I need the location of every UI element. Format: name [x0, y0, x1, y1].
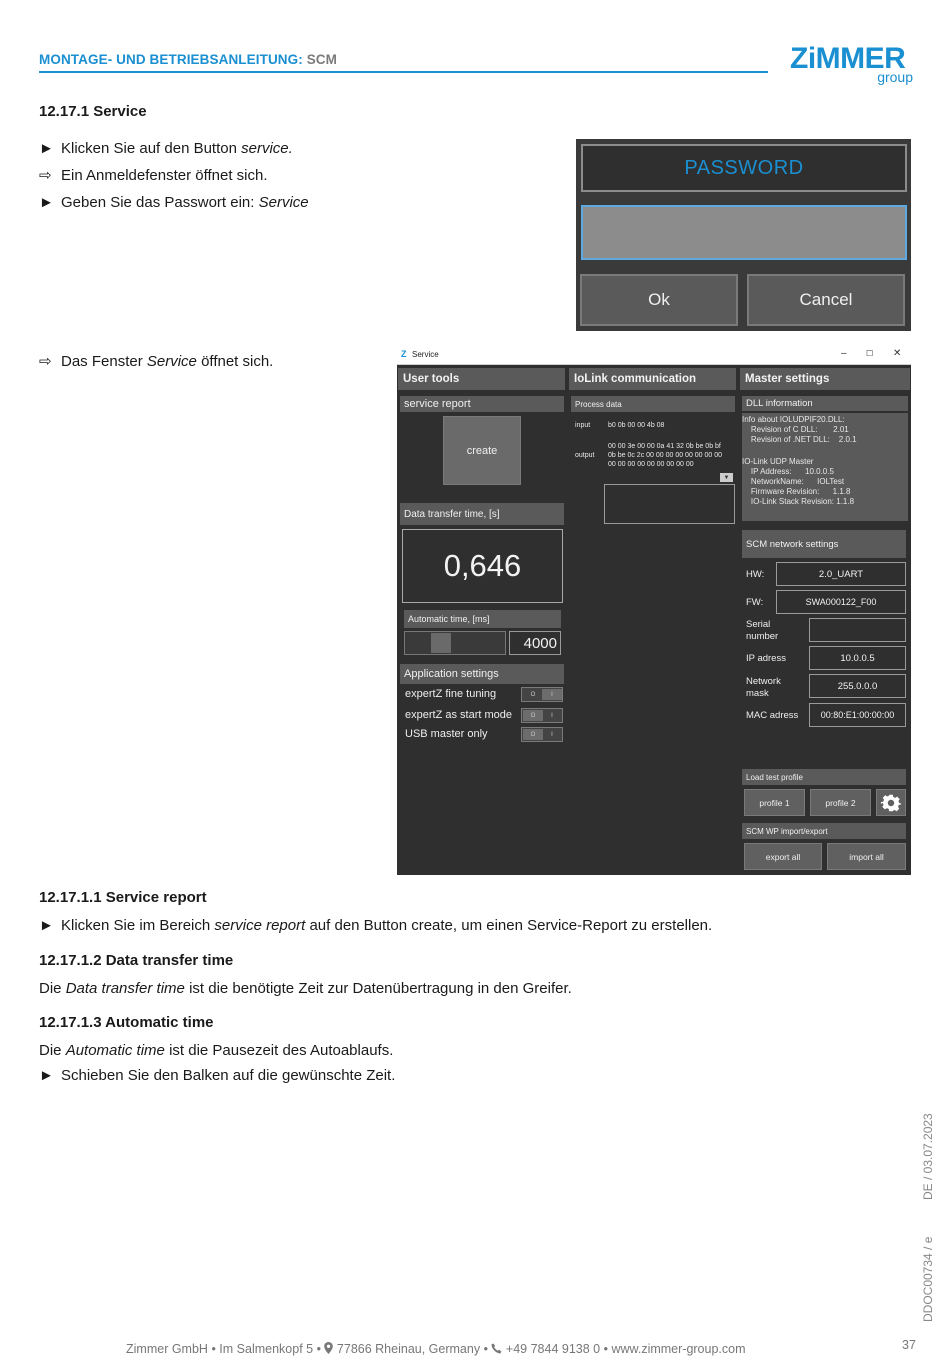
- dll-information-header: DLL information: [742, 396, 908, 411]
- phone-icon: [491, 1343, 502, 1354]
- window-title: Service: [412, 350, 439, 359]
- fw-label: FW:: [746, 597, 764, 608]
- dll-line: Revision of C DLL: 2.01: [742, 425, 849, 434]
- input-label: input: [575, 422, 591, 429]
- cancel-button[interactable]: Cancel: [747, 274, 905, 326]
- dll-line: Revision of .NET DLL: 2.0.1: [742, 435, 857, 444]
- mac-label: MAC adress: [746, 710, 799, 721]
- logo-group: group: [877, 69, 913, 85]
- bullet: •: [483, 1342, 492, 1356]
- profile-2-button[interactable]: profile 2: [810, 789, 871, 816]
- instruction-step: ► Geben Sie das Passwort ein: Service: [39, 194, 309, 211]
- bullet: •: [316, 1342, 325, 1356]
- paragraph: Die Data transfer time ist die benötigte Zeit zur Datenübertragung in den Greifer.: [39, 980, 572, 997]
- import-all-button[interactable]: import all: [827, 843, 906, 870]
- service-window: [397, 346, 911, 875]
- load-test-profile-header: Load test profile: [742, 769, 906, 785]
- step-arrow-icon: ►: [39, 1067, 54, 1084]
- mask-label: Network: [746, 676, 781, 687]
- header-rule: [39, 71, 768, 73]
- footer-street: Im Salmenkopf 5: [219, 1342, 314, 1356]
- result-line: ⇨ Das Fenster Service öffnet sich.: [39, 353, 274, 370]
- gear-icon: [880, 792, 902, 814]
- serial-label: number: [746, 631, 779, 642]
- serial-number-value: [809, 618, 906, 642]
- scm-network-settings-header: SCM network settings: [742, 530, 906, 558]
- dll-info-box: [742, 413, 908, 521]
- service-report-header: service report: [400, 396, 564, 412]
- result-arrow-icon: ⇨: [39, 353, 52, 370]
- export-all-button[interactable]: export all: [744, 843, 822, 870]
- subsection-heading: 12.17.1.3 Automatic time: [39, 1014, 214, 1031]
- header-subtitle: SCM: [306, 52, 338, 67]
- dll-line: IO-Link UDP Master: [742, 457, 814, 466]
- settings-gear-icon[interactable]: [876, 789, 906, 816]
- logo-wordmark: ZiMMER: [790, 42, 906, 75]
- step-arrow-icon: ►: [39, 194, 54, 211]
- password-dialog-title: PASSWORD: [581, 144, 907, 192]
- dll-line: Info about IOLUDPIF20.DLL:: [742, 415, 845, 424]
- setting-label: expertZ fine tuning: [405, 688, 497, 700]
- ip-value: 10.0.0.5: [809, 646, 906, 670]
- instruction-step: ► Klicken Sie auf den Button service.: [39, 140, 293, 157]
- password-dialog: [576, 139, 911, 331]
- automatic-time-slider[interactable]: [404, 631, 506, 655]
- step-arrow-icon: ►: [39, 140, 54, 157]
- dll-line: IP Address: 10.0.0.5: [742, 467, 834, 476]
- serial-label: Serial: [746, 619, 771, 630]
- side-doc-number: DDOC00734 / e: [921, 1236, 935, 1322]
- header-title-text: MONTAGE- UND BETRIEBSANLEITUNG:: [39, 52, 303, 67]
- section-heading: 12.17.1 Service: [39, 103, 147, 120]
- page-number: 37: [902, 1338, 916, 1352]
- output-line: 0b be 0c 2c 00 00 00 00 00 00 00 00: [608, 452, 723, 459]
- iolink-header: IoLink communication: [569, 368, 736, 390]
- step-arrow-icon: ►: [39, 917, 54, 934]
- profile-1-button[interactable]: profile 1: [744, 789, 805, 816]
- password-input[interactable]: [581, 205, 907, 260]
- location-pin-icon: [324, 1342, 333, 1354]
- result-arrow-icon: ⇨: [39, 167, 52, 184]
- result-line: ⇨ Ein Anmeldefenster öffnet sich.: [39, 167, 268, 184]
- dll-line: NetworkName: IOLTest: [742, 477, 845, 486]
- instruction-step: ► Schieben Sie den Balken auf die gewünschte Zeit.: [39, 1067, 396, 1084]
- bullet: •: [603, 1342, 612, 1356]
- footer-phone: +49 7844 9138 0: [505, 1342, 601, 1356]
- slider-thumb[interactable]: [431, 633, 451, 653]
- paragraph: Die Automatic time ist die Pausezeit des Autoablaufs.: [39, 1042, 394, 1059]
- hw-label: HW:: [746, 569, 765, 580]
- setting-label: expertZ as start mode: [405, 709, 512, 721]
- subsection-heading: 12.17.1.2 Data transfer time: [39, 952, 234, 969]
- ok-button[interactable]: Ok: [580, 274, 738, 326]
- automatic-time-input[interactable]: 4000: [509, 631, 561, 655]
- create-button[interactable]: create: [443, 416, 521, 485]
- footer-city: 77866 Rheinau, Germany: [336, 1342, 481, 1356]
- process-data-header: Process data: [571, 396, 735, 412]
- mask-label: mask: [746, 688, 769, 699]
- instruction-step: ► Klicken Sie im Bereich service report auf den Button create, um einen Service-Report zu erstellen.: [39, 917, 713, 934]
- usb-master-only-toggle[interactable]: O I: [521, 727, 563, 742]
- hw-value: 2.0_UART: [776, 562, 906, 586]
- application-settings-header: Application settings: [400, 664, 564, 684]
- dropdown-arrow-icon[interactable]: ▼: [720, 473, 733, 482]
- mac-value: 00:80:E1:00:00:00: [809, 703, 906, 727]
- scm-wp-import-export-header: SCM WP import/export: [742, 823, 906, 839]
- footer-company: Zimmer GmbH: [126, 1342, 208, 1356]
- output-line: 00 00 3e 00 00 0a 41 32 0b be 0b bf: [608, 443, 721, 450]
- master-settings-header: Master settings: [740, 368, 910, 390]
- automatic-time-header: Automatic time, [ms]: [404, 610, 561, 628]
- app-icon: Z: [401, 349, 407, 359]
- document-header-title: [39, 52, 337, 67]
- minimize-icon[interactable]: –: [841, 348, 847, 359]
- expertz-start-mode-toggle[interactable]: O I: [521, 708, 563, 723]
- setting-label: USB master only: [405, 728, 488, 740]
- dll-line: IO-Link Stack Revision: 1.1.8: [742, 497, 855, 506]
- window-titlebar: [397, 346, 911, 365]
- data-transfer-time-value: 0,646: [402, 529, 563, 603]
- bullet: •: [211, 1342, 220, 1356]
- data-transfer-time-header: Data transfer time, [s]: [400, 503, 564, 525]
- output-select[interactable]: [604, 484, 735, 524]
- output-line: 00 00 00 00 00 00 00 00 00: [608, 461, 694, 468]
- close-icon[interactable]: ✕: [893, 348, 902, 359]
- mask-value: 255.0.0.0: [809, 674, 906, 698]
- zimmer-logo: [790, 42, 915, 88]
- footer: [126, 1342, 746, 1356]
- dll-line: Firmware Revision: 1.1.8: [742, 487, 851, 496]
- input-value: b0 0b 00 00 4b 08: [608, 422, 665, 429]
- subsection-heading: 12.17.1.1 Service report: [39, 889, 207, 906]
- output-label: output: [575, 452, 595, 459]
- fw-value: SWA000122_F00: [776, 590, 906, 614]
- footer-web[interactable]: www.zimmer-group.com: [611, 1342, 746, 1356]
- user-tools-header: User tools: [398, 368, 565, 390]
- expertz-fine-tuning-toggle[interactable]: O I: [521, 687, 563, 702]
- side-date: DE / 03.07.2023: [921, 1113, 935, 1200]
- maximize-icon[interactable]: ☐: [866, 349, 874, 358]
- ip-label: IP adress: [746, 653, 786, 664]
